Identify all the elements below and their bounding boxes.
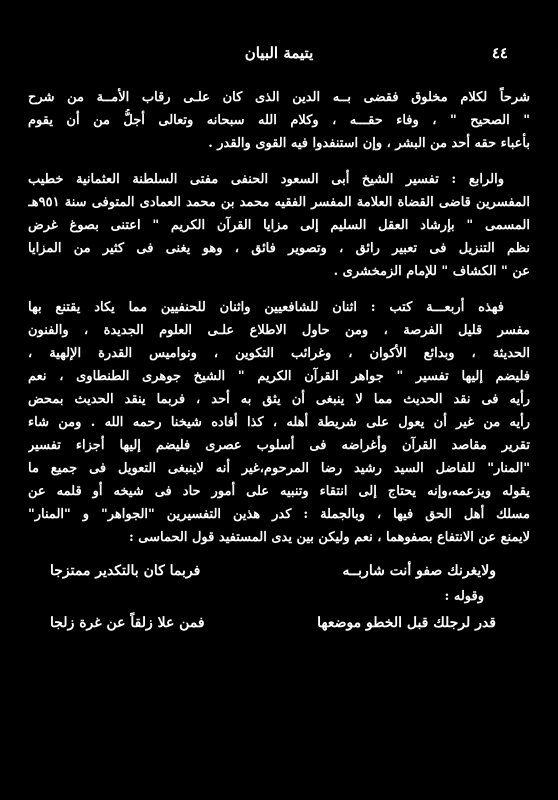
text-line: والرابع : تفسير الشيخ أبى السعود الحنفى مفتى السلطنة العثمانية خطيب bbox=[28, 172, 504, 187]
verse-1 bbox=[28, 557, 530, 585]
page-number: ٤٤ bbox=[491, 44, 508, 62]
text-line: رأيه من غير أن يعول على شريطة أهله ، كذا أفاده شيخنا رحمه الله . ومن شاء bbox=[28, 415, 530, 430]
main-text bbox=[28, 86, 530, 637]
hemistich-left: فمن علا زلقاً عن غرة زلجا bbox=[50, 615, 205, 631]
verse-2 bbox=[28, 609, 530, 637]
text-line: مفسر قليل الفرصة ، ومن حاول الاطلاع علـى العلوم الجديدة ، والفنون bbox=[28, 323, 530, 338]
text-line: فهذه أربعـــة كتب : اثنان للشافعيين واثنان للحنفيين مما يكاد يقتنع بها bbox=[28, 300, 504, 315]
text-line: نظم التنزيل فى تعبير رائق ، وتصوير فائق ، وهو يغنى فى كثير من المزايا bbox=[28, 241, 530, 256]
text-line: لايمنع عن الانتفاع بصفوهما ، نعم وليكن بين يدى المستفيد قول الحماسى : bbox=[128, 530, 530, 545]
text-line: " الصحيح " ، وفاء حقـــه ، وكلام الله سبحانه وتعالى أجلُّ من أن يقوم bbox=[28, 113, 530, 128]
running-title: يتيمة البيان bbox=[244, 44, 314, 62]
text-line: "المنار" للفاضل السيد رشيد رضا المرحوم،غير أنه لاينبغى التعويل فى جميع ما bbox=[28, 461, 530, 476]
text-line: رأيه فى نقد الحديث مما لا ينبغى أن يثق به أحد ، فربما ينقد الحديث بمحض bbox=[28, 392, 530, 407]
text-line: الحديثة ، وبدائع الأكوان ، وغرائب التكوين ، ونواميس القدرة الإلهية ، bbox=[28, 346, 530, 361]
paragraph-3 bbox=[28, 296, 530, 549]
text-line: فليضم إليها تفسير " جواهر القرآن الكريم " الشيخ جوهرى الطنطاوى ، نعم bbox=[28, 369, 530, 384]
text-line: مسلك أهل الحق فيها ، وبالجملة : كدر هذين التفسيرين "الجواهر" و "المنار" bbox=[28, 507, 530, 522]
text-line: تقرير مقاصد القرآن وأغراضه فى أسلوب عصرى فليضم إليها أجزاء تفسير bbox=[28, 438, 530, 453]
verse-intro: وقوله : bbox=[444, 589, 484, 604]
text-line: المفسرين قاضى القضاة العلامة المفسر الفقيه محمد بن محمد العمادى المتوفى سنة ٩٥١هـ bbox=[28, 195, 530, 210]
text-line: عن " الكشاف " للإمام الزمخشرى . bbox=[333, 264, 530, 279]
text-line: يقوله ويزعمه،وإنه يحتاج إلى انتقاء وتنبيه على أمور حاد فى شيخه أو قلمه عن bbox=[28, 484, 530, 499]
paragraph-1 bbox=[28, 86, 530, 155]
hemistich-right: قدر لرجلك قبل الخطو موضعها bbox=[317, 615, 496, 631]
paragraph-2 bbox=[28, 168, 530, 283]
text-line: شرحاً لكلام مخلوق فقضى بــه الدين الذى كان علـى رقاب الأمــة من شرح bbox=[28, 90, 530, 105]
hemistich-left: فربما كان بالتكدير ممتزجا bbox=[50, 563, 201, 579]
page-header bbox=[50, 44, 508, 64]
text-line: المسمى " بإرشاد العقل السليم إلى مزايا القرآن الكريم " اعتنى بصوغ غرض bbox=[28, 218, 530, 233]
text-line: بأعباء حقه أحد من البشر ، وإن استنفدوا فيه القوى والقدر . bbox=[208, 136, 530, 151]
hemistich-right: ولايغرنك صفو أنت شاربــه bbox=[342, 563, 496, 579]
